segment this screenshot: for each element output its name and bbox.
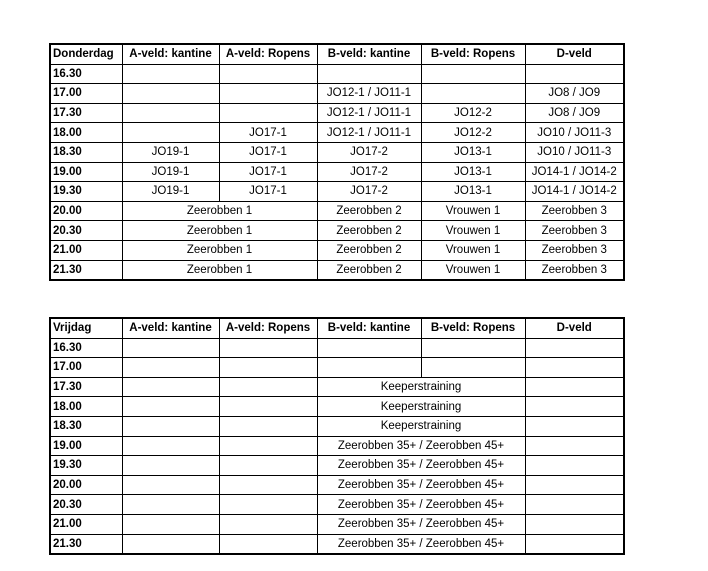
d-veld-cell (525, 456, 624, 476)
table-row (50, 201, 624, 221)
table-row (50, 182, 624, 202)
time-cell: 17.30 (50, 103, 122, 123)
table-row (50, 397, 624, 417)
b-veld-merged-cell: Zeerobben 35+ / Zeerobben 45+ (317, 495, 525, 515)
b-ropens-cell: Vrouwen 1 (421, 260, 525, 280)
table-row (50, 416, 624, 436)
a-kantine-cell (122, 416, 219, 436)
time-cell: 18.30 (50, 416, 122, 436)
d-veld-cell: JO10 / JO11-3 (525, 142, 624, 162)
d-veld-cell (525, 475, 624, 495)
d-veld-cell: Zeerobben 3 (525, 201, 624, 221)
a-kantine-cell (122, 495, 219, 515)
a-ropens-cell: JO17-1 (219, 123, 317, 143)
time-cell: 19.30 (50, 456, 122, 476)
d-veld-cell (525, 416, 624, 436)
table-row (50, 103, 624, 123)
header-b-veld-ropens: B-veld: Ropens (421, 44, 525, 64)
header-a-veld-ropens: A-veld: Ropens (219, 318, 317, 338)
b-kantine-cell: JO12-1 / JO11-1 (317, 84, 421, 104)
a-veld-merged-cell: Zeerobben 1 (122, 260, 317, 280)
a-ropens-cell (219, 64, 317, 84)
a-ropens-cell (219, 103, 317, 123)
time-cell: 20.00 (50, 475, 122, 495)
a-ropens-cell (219, 84, 317, 104)
a-kantine-cell (122, 534, 219, 554)
table-row (50, 456, 624, 476)
d-veld-cell: Zeerobben 3 (525, 240, 624, 260)
a-ropens-cell (219, 397, 317, 417)
a-veld-merged-cell: Zeerobben 1 (122, 240, 317, 260)
d-veld-cell (525, 358, 624, 378)
a-ropens-cell (219, 377, 317, 397)
time-cell: 21.00 (50, 514, 122, 534)
a-ropens-cell (219, 475, 317, 495)
a-kantine-cell (122, 475, 219, 495)
time-cell: 18.00 (50, 397, 122, 417)
b-ropens-cell (421, 84, 525, 104)
d-veld-cell (525, 397, 624, 417)
b-ropens-cell: JO13-1 (421, 162, 525, 182)
b-veld-merged-cell: Zeerobben 35+ / Zeerobben 45+ (317, 436, 525, 456)
a-kantine-cell (122, 377, 219, 397)
time-cell: 17.00 (50, 358, 122, 378)
table-row (50, 475, 624, 495)
a-kantine-cell (122, 456, 219, 476)
a-ropens-cell (219, 534, 317, 554)
a-kantine-cell (122, 338, 219, 358)
b-kantine-cell: JO12-1 / JO11-1 (317, 103, 421, 123)
time-cell: 20.30 (50, 495, 122, 515)
time-cell: 20.30 (50, 221, 122, 241)
table-row (50, 260, 624, 280)
a-kantine-cell: JO19-1 (122, 162, 219, 182)
header-b-veld-ropens: B-veld: Ropens (421, 318, 525, 338)
d-veld-cell: JO14-1 / JO14-2 (525, 162, 624, 182)
time-cell: 16.30 (50, 338, 122, 358)
b-kantine-cell: JO17-2 (317, 182, 421, 202)
b-ropens-cell (421, 358, 525, 378)
b-ropens-cell: JO12-2 (421, 123, 525, 143)
table-row (50, 358, 624, 378)
a-ropens-cell (219, 514, 317, 534)
b-ropens-cell: Vrouwen 1 (421, 240, 525, 260)
table-row (50, 142, 624, 162)
header-day: Donderdag (50, 44, 122, 64)
a-veld-merged-cell: Zeerobben 1 (122, 201, 317, 221)
b-ropens-cell: Vrouwen 1 (421, 221, 525, 241)
a-ropens-cell (219, 495, 317, 515)
b-kantine-cell: Zeerobben 2 (317, 201, 421, 221)
table-row (50, 84, 624, 104)
header-b-veld-kantine: B-veld: kantine (317, 44, 421, 64)
b-ropens-cell (421, 338, 525, 358)
a-ropens-cell: JO17-1 (219, 162, 317, 182)
time-cell: 21.00 (50, 240, 122, 260)
a-kantine-cell (122, 123, 219, 143)
header-b-veld-kantine: B-veld: kantine (317, 318, 421, 338)
time-cell: 18.30 (50, 142, 122, 162)
header-a-veld-kantine: A-veld: kantine (122, 318, 219, 338)
b-ropens-cell: Vrouwen 1 (421, 201, 525, 221)
vrijdag-schedule-table (49, 317, 625, 555)
header-a-veld-kantine: A-veld: kantine (122, 44, 219, 64)
b-veld-merged-cell: Keeperstraining (317, 397, 525, 417)
table-row (50, 514, 624, 534)
time-cell: 19.30 (50, 182, 122, 202)
b-kantine-cell: Zeerobben 2 (317, 240, 421, 260)
d-veld-cell: JO8 / JO9 (525, 84, 624, 104)
b-kantine-cell: JO17-2 (317, 142, 421, 162)
d-veld-cell: JO14-1 / JO14-2 (525, 182, 624, 202)
b-veld-merged-cell: Zeerobben 35+ / Zeerobben 45+ (317, 534, 525, 554)
b-veld-merged-cell: Zeerobben 35+ / Zeerobben 45+ (317, 456, 525, 476)
table-row (50, 64, 624, 84)
b-kantine-cell (317, 338, 421, 358)
table-row (50, 240, 624, 260)
b-veld-merged-cell: Zeerobben 35+ / Zeerobben 45+ (317, 475, 525, 495)
time-cell: 17.00 (50, 84, 122, 104)
table-row (50, 377, 624, 397)
a-kantine-cell: JO19-1 (122, 142, 219, 162)
d-veld-cell (525, 64, 624, 84)
d-veld-cell: JO8 / JO9 (525, 103, 624, 123)
a-ropens-cell (219, 436, 317, 456)
b-ropens-cell: JO13-1 (421, 182, 525, 202)
a-veld-merged-cell: Zeerobben 1 (122, 221, 317, 241)
d-veld-cell (525, 534, 624, 554)
a-kantine-cell (122, 103, 219, 123)
table-row (50, 221, 624, 241)
a-kantine-cell (122, 436, 219, 456)
table-row (50, 534, 624, 554)
header-d-veld: D-veld (525, 44, 624, 64)
time-cell: 18.00 (50, 123, 122, 143)
d-veld-cell (525, 338, 624, 358)
b-kantine-cell: Zeerobben 2 (317, 260, 421, 280)
a-ropens-cell: JO17-1 (219, 182, 317, 202)
d-veld-cell (525, 514, 624, 534)
a-kantine-cell (122, 514, 219, 534)
b-kantine-cell: Zeerobben 2 (317, 221, 421, 241)
b-veld-merged-cell: Keeperstraining (317, 416, 525, 436)
d-veld-cell (525, 377, 624, 397)
b-ropens-cell: JO13-1 (421, 142, 525, 162)
time-cell: 20.00 (50, 201, 122, 221)
table-row (50, 495, 624, 515)
b-ropens-cell: JO12-2 (421, 103, 525, 123)
a-kantine-cell (122, 84, 219, 104)
donderdag-schedule-table (49, 43, 625, 281)
b-kantine-cell: JO12-1 / JO11-1 (317, 123, 421, 143)
table-row (50, 338, 624, 358)
b-kantine-cell (317, 64, 421, 84)
d-veld-cell: JO10 / JO11-3 (525, 123, 624, 143)
table-row (50, 123, 624, 143)
a-ropens-cell (219, 358, 317, 378)
time-cell: 19.00 (50, 436, 122, 456)
b-kantine-cell: JO17-2 (317, 162, 421, 182)
time-cell: 21.30 (50, 534, 122, 554)
a-ropens-cell (219, 338, 317, 358)
table-row (50, 162, 624, 182)
time-cell: 17.30 (50, 377, 122, 397)
a-ropens-cell: JO17-1 (219, 142, 317, 162)
header-a-veld-ropens: A-veld: Ropens (219, 44, 317, 64)
b-ropens-cell (421, 64, 525, 84)
a-kantine-cell (122, 64, 219, 84)
d-veld-cell (525, 495, 624, 515)
time-cell: 16.30 (50, 64, 122, 84)
b-veld-merged-cell: Zeerobben 35+ / Zeerobben 45+ (317, 514, 525, 534)
a-kantine-cell (122, 358, 219, 378)
d-veld-cell: Zeerobben 3 (525, 221, 624, 241)
header-row (50, 318, 624, 338)
header-day: Vrijdag (50, 318, 122, 338)
d-veld-cell (525, 436, 624, 456)
header-d-veld: D-veld (525, 318, 624, 338)
header-row (50, 44, 624, 64)
b-veld-merged-cell: Keeperstraining (317, 377, 525, 397)
b-kantine-cell (317, 358, 421, 378)
d-veld-cell: Zeerobben 3 (525, 260, 624, 280)
table-row (50, 436, 624, 456)
a-ropens-cell (219, 456, 317, 476)
time-cell: 19.00 (50, 162, 122, 182)
a-kantine-cell (122, 397, 219, 417)
a-ropens-cell (219, 416, 317, 436)
time-cell: 21.30 (50, 260, 122, 280)
a-kantine-cell: JO19-1 (122, 182, 219, 202)
